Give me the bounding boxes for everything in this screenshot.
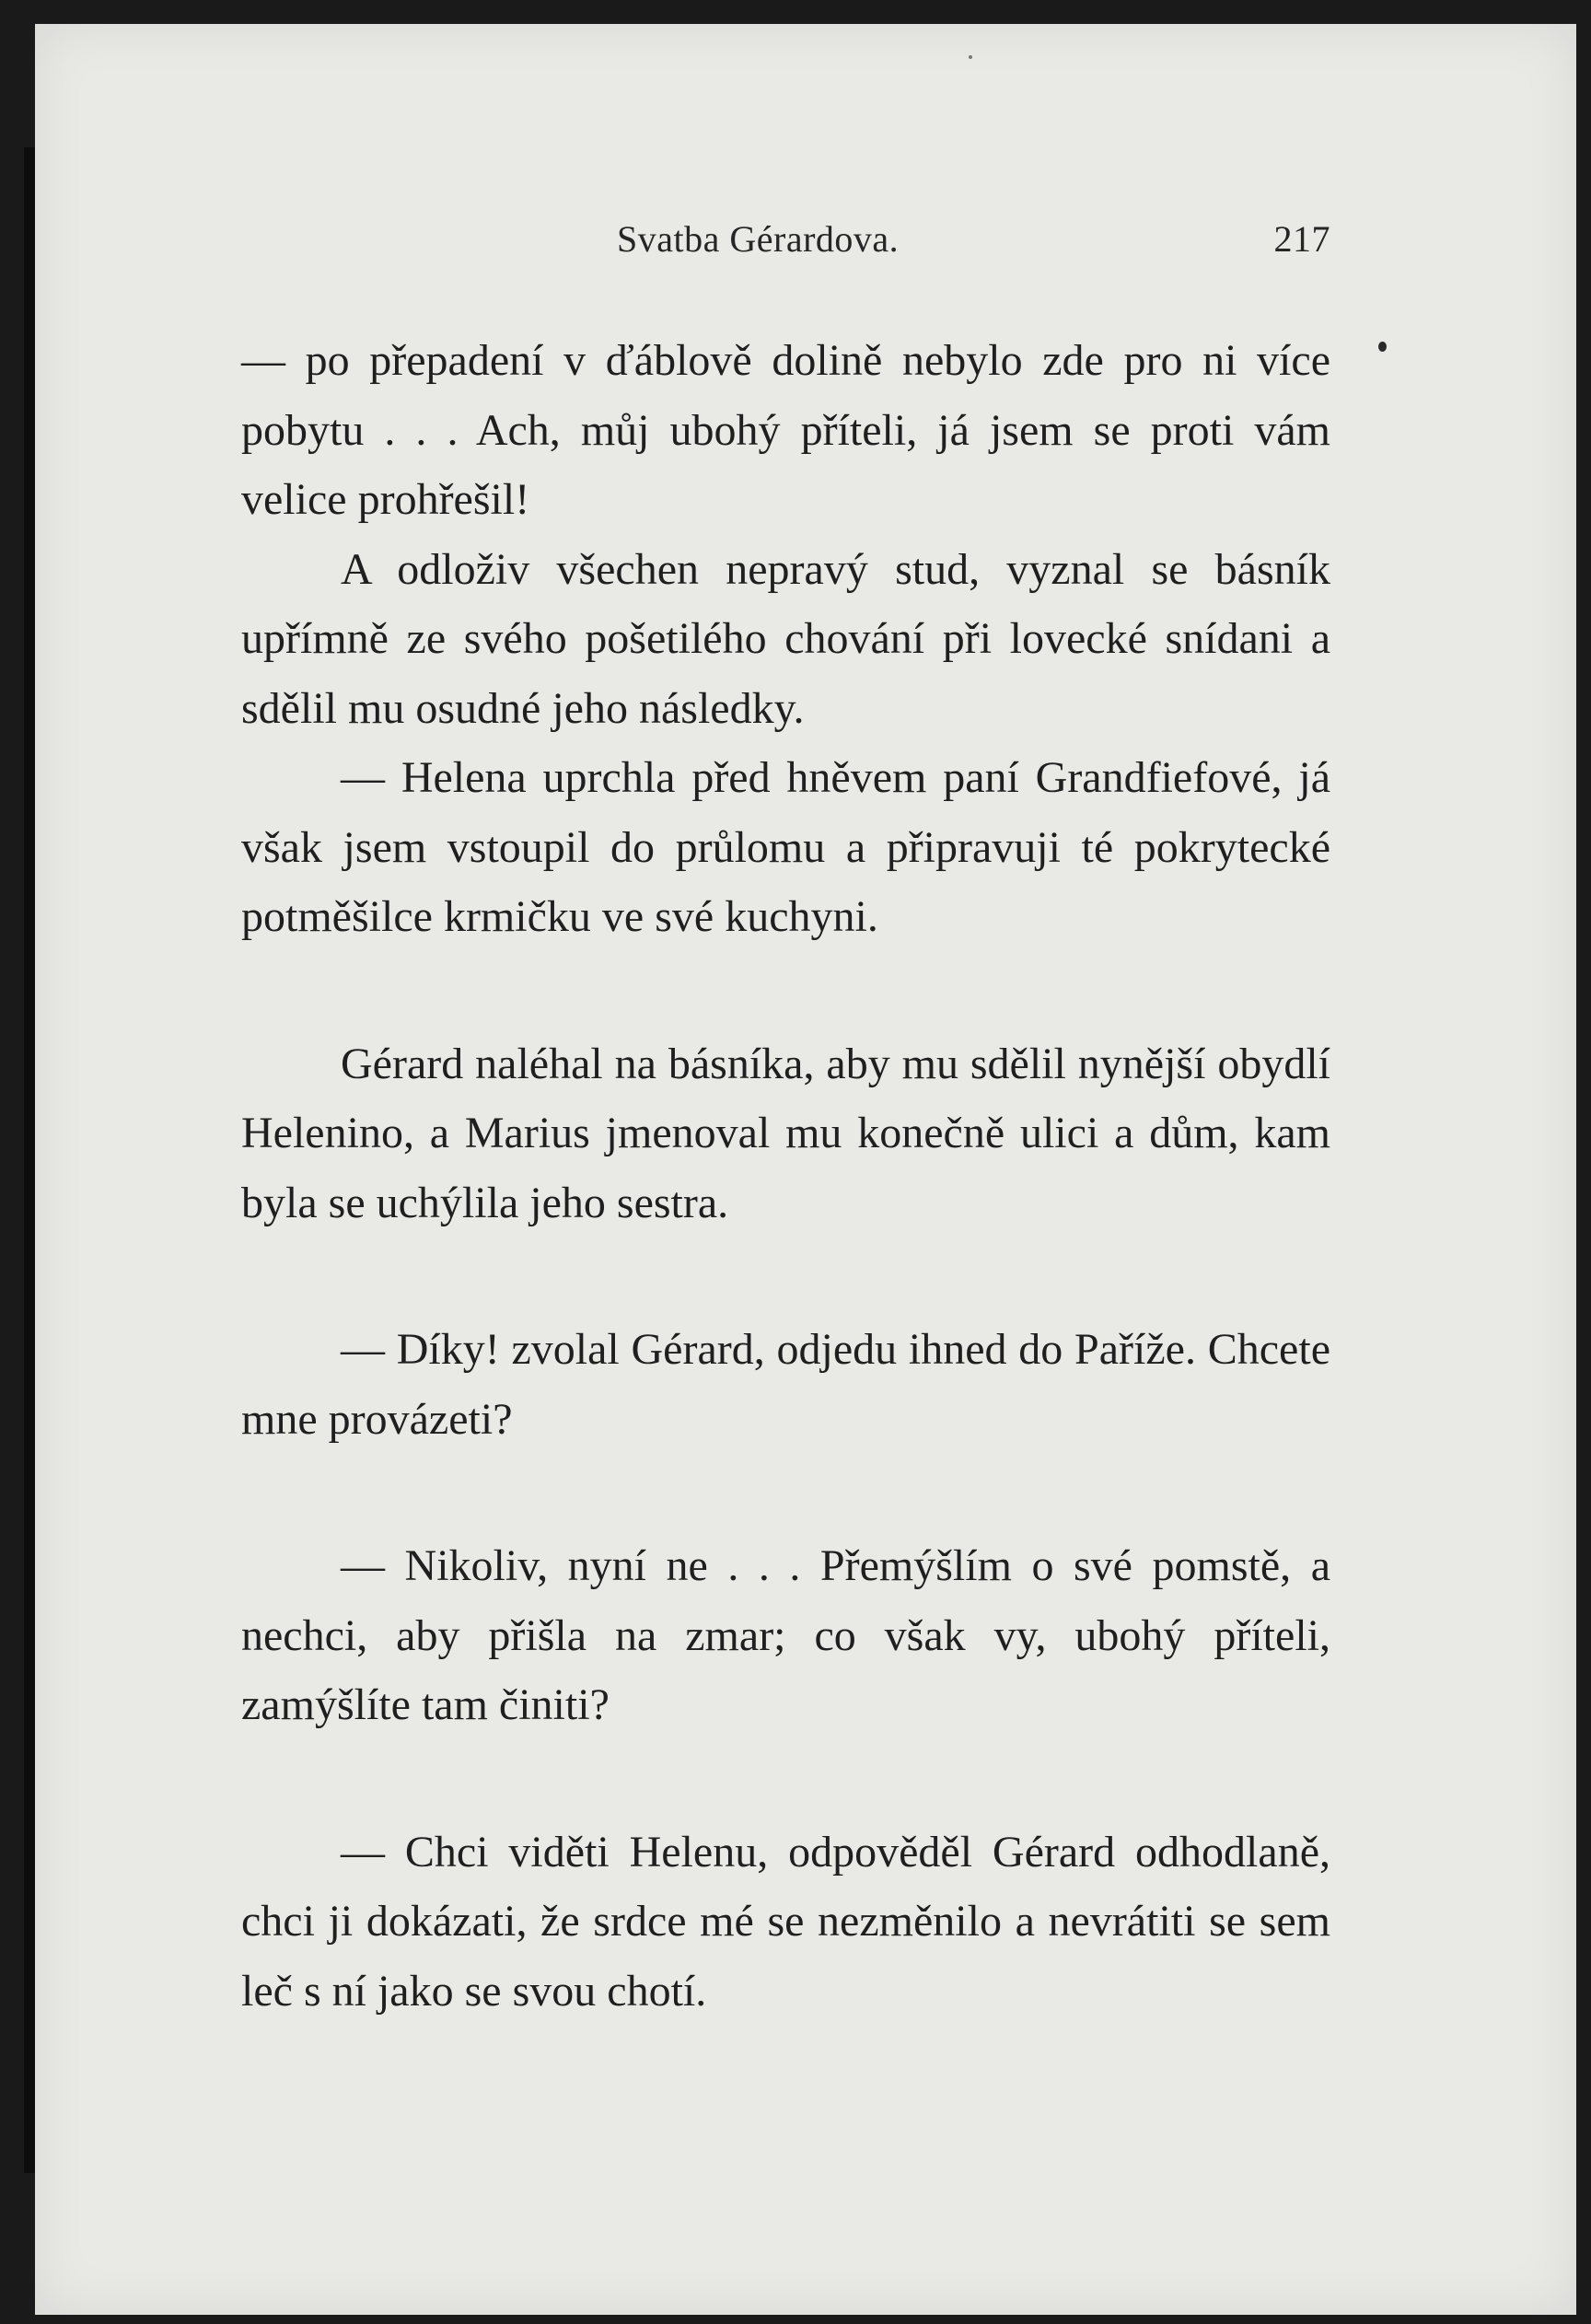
running-title: Svatba Gérardova. <box>617 218 900 260</box>
ink-speck <box>969 55 972 59</box>
paragraph: A odloživ všechen nepravý stud, vyznal se básník upřímně ze svého pošetilého chování při lovecké snídani a sdělil mu osudné jeho následky. <box>241 544 1330 733</box>
page-number: 217 <box>1273 218 1330 260</box>
paragraph: — Chci viděti Helenu, odpověděl Gérard odhodlaně, chci ji dokázati, že srdce mé se nezměnilo a nevrátiti se sem leč s ní jako se svou chotí. <box>241 1827 1330 2016</box>
running-header <box>241 217 1330 273</box>
paragraph: — po přepadení v ďáblově dolině nebylo zde pro ni více pobytu . . . Ach, můj ubohý příteli, já jsem se proti vám velice prohřešil! <box>241 336 1330 524</box>
paragraph: — Díky! zvolal Gérard, odjedu ihned do Paříže. Chcete mne provázeti? <box>241 1325 1330 1444</box>
body-text <box>241 326 1330 2026</box>
ink-speck <box>1378 342 1387 352</box>
binding-edge <box>24 147 35 2173</box>
paragraph: — Helena uprchla před hněvem paní Grandfiefové, já však jsem vstoupil do průlomu a připravuji té pokrytecké potměšilce krmičku ve své kuchyni. <box>241 753 1330 941</box>
paragraph: Gérard naléhal na básníka, aby mu sdělil nynější obydlí Helenino, a Marius jmenoval mu konečně ulici a dům, kam byla se uchýlila jeho sestra. <box>241 1039 1330 1227</box>
paragraph: — Nikoliv, nyní ne . . . Přemýšlím o své pomstě, a nechci, aby přišla na zmar; co však vy, ubohý příteli, zamýšlíte tam činiti? <box>241 1541 1330 1729</box>
